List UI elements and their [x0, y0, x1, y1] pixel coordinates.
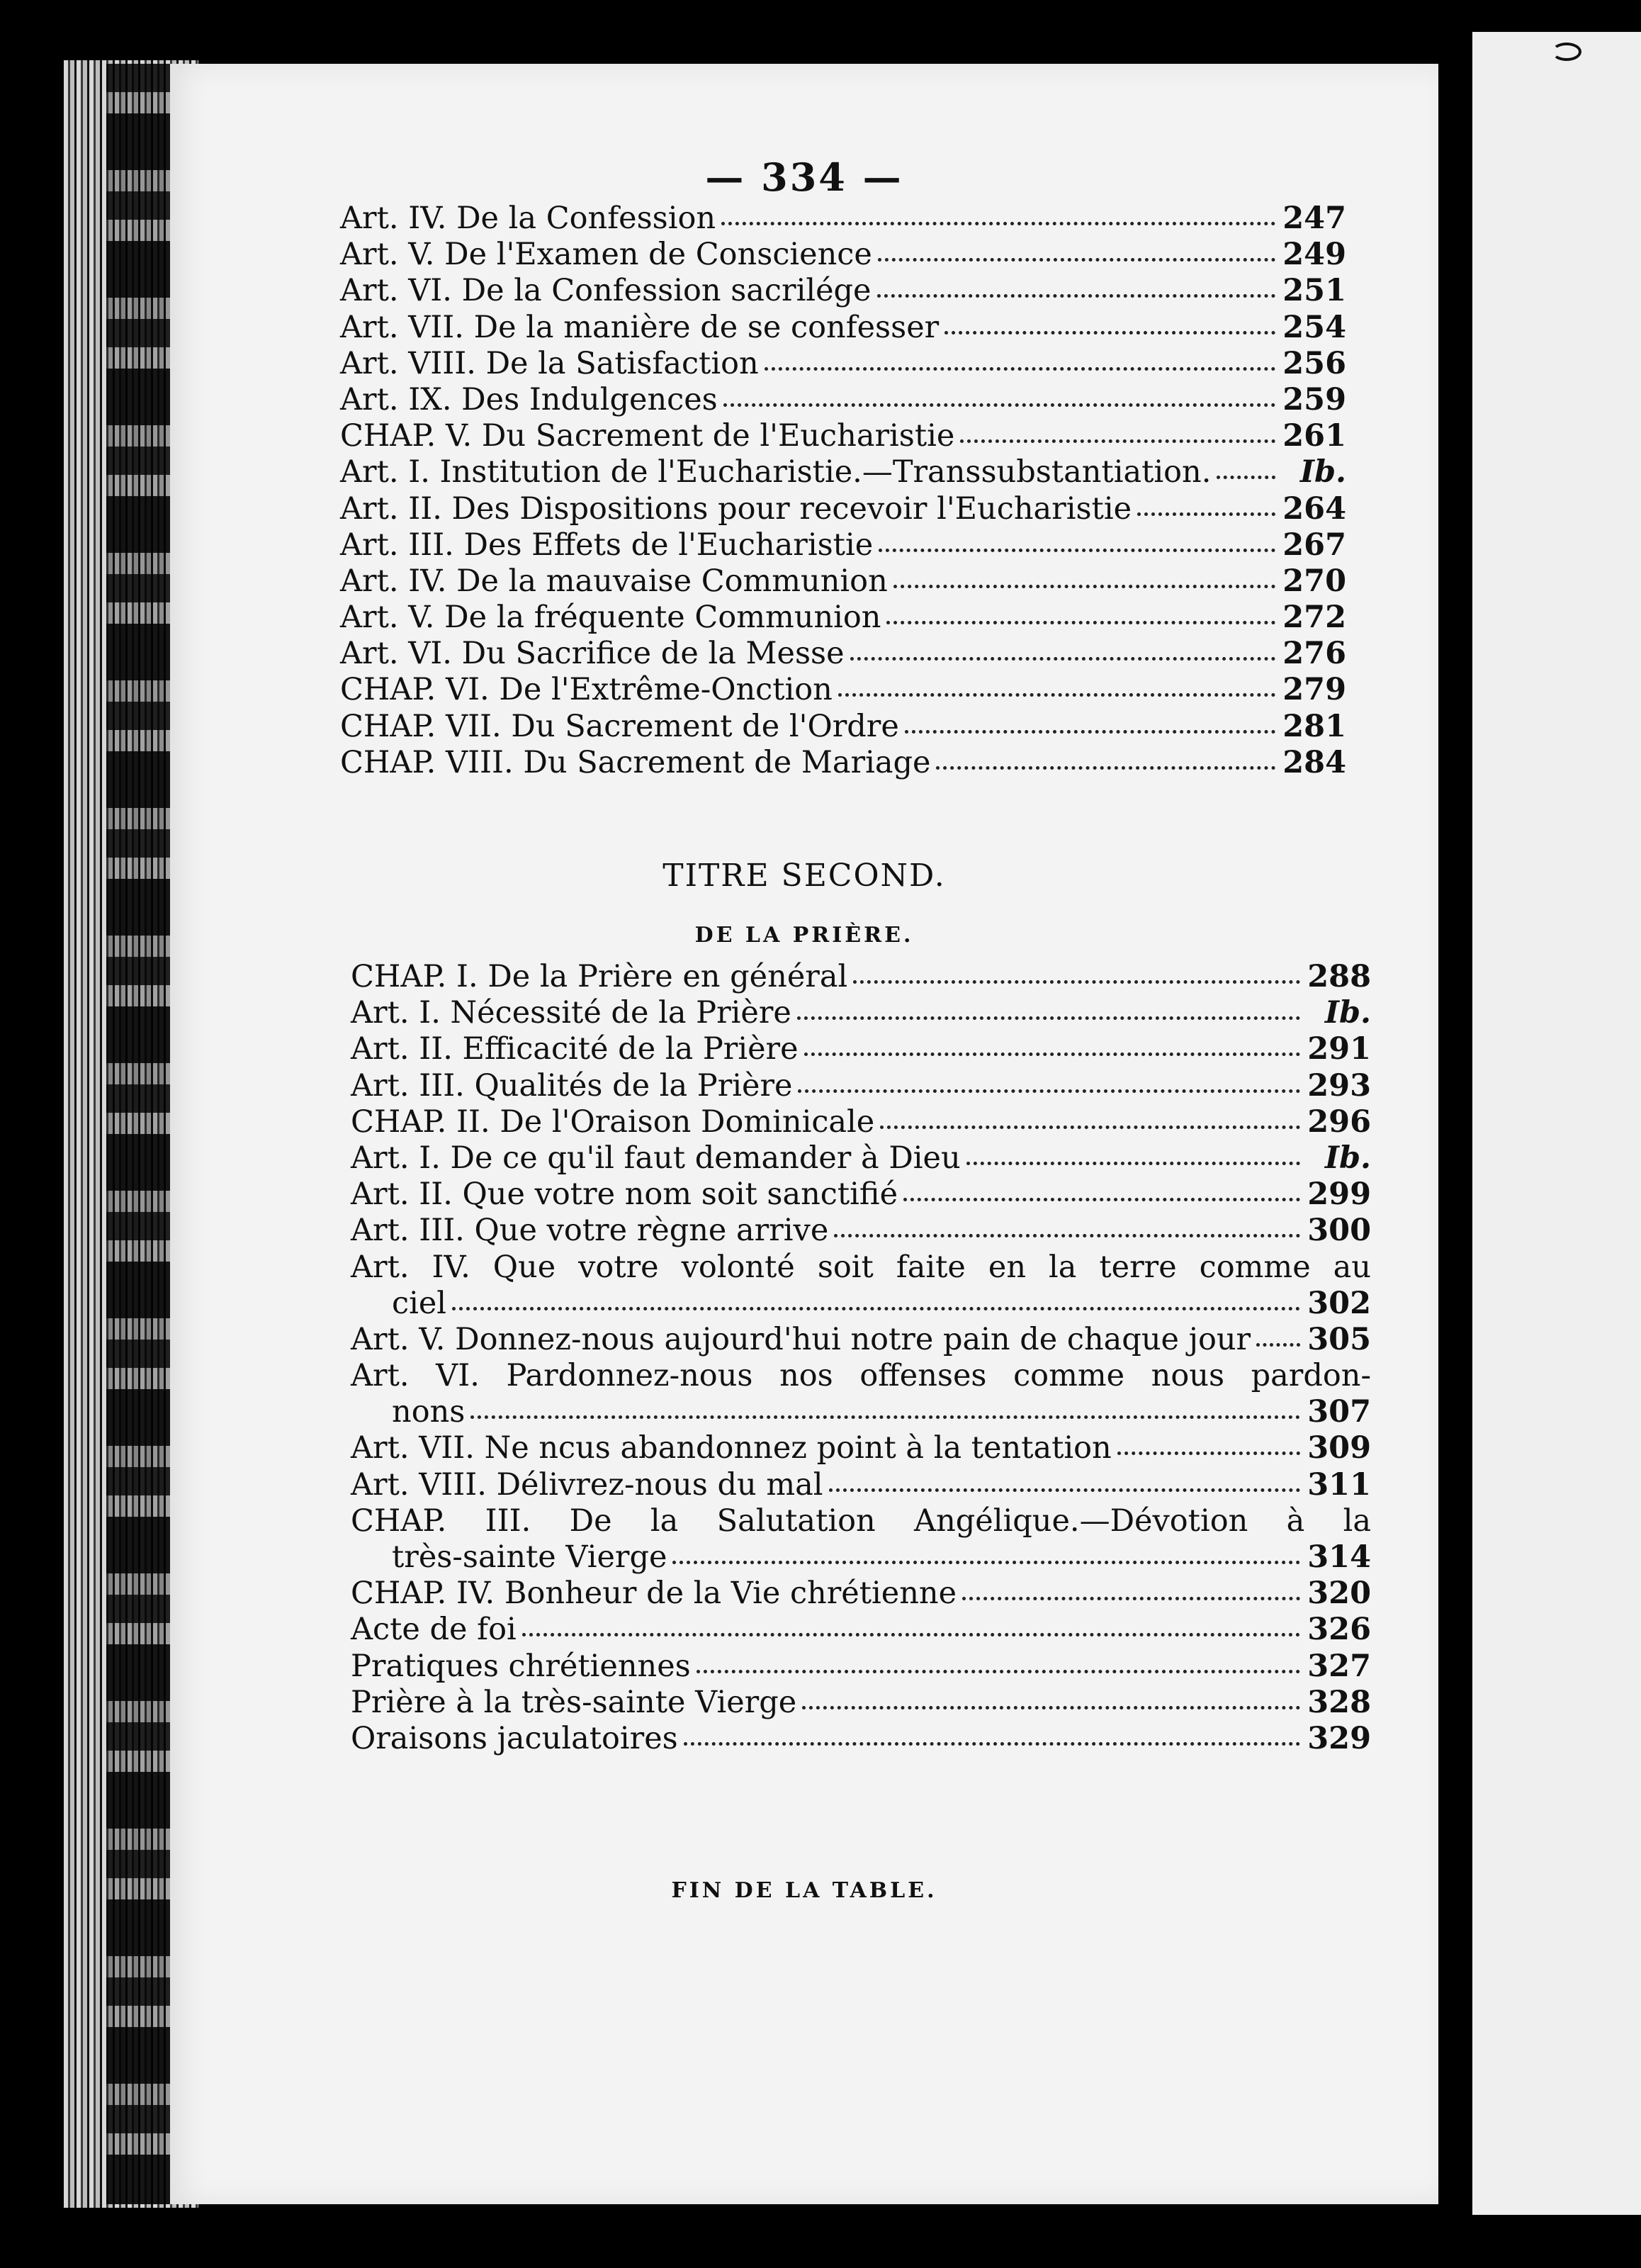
toc-page-number: 326: [1307, 1612, 1371, 1648]
toc-entry-label: Art. VI. De la Confession sacrilége: [340, 273, 872, 309]
toc-entry-label: CHAP. VII. Du Sacrement de l'Ordre: [340, 708, 899, 744]
toc-entry-label: CHAP. VI. De l'Extrême-Onction: [340, 672, 833, 708]
toc-entry-label: Art. IV. De la mauvaise Communion: [340, 563, 888, 599]
toc-entry: [340, 708, 1346, 744]
toc-page-number: 291: [1307, 1031, 1371, 1067]
dot-leader: [829, 1488, 1300, 1492]
toc-page-number: Ib.: [1324, 1140, 1371, 1176]
dot-leader: [804, 1052, 1300, 1056]
toc-entry: [351, 1684, 1371, 1720]
toc-entry: [340, 236, 1346, 272]
toc-entry: [351, 958, 1371, 994]
toc-entry: [351, 1611, 1371, 1647]
dot-leader: [960, 439, 1275, 443]
dot-leader: [697, 1670, 1300, 1673]
toc-entry-label: CHAP. III. De la Salutation Angélique.—Dévotion à la: [351, 1503, 1371, 1539]
toc-page-number: 300: [1307, 1213, 1371, 1249]
toc-entry: [351, 1140, 1371, 1176]
toc-page-number: 309: [1307, 1430, 1371, 1466]
toc-entry-label: CHAP. II. De l'Oraison Dominicale: [351, 1104, 875, 1140]
toc-page-number: 279: [1282, 672, 1346, 708]
dot-leader: [1117, 1452, 1300, 1455]
dot-leader: [452, 1307, 1300, 1310]
toc-entry: [351, 1212, 1371, 1248]
dot-leader: [672, 1561, 1300, 1564]
toc-entry-continuation: nons: [392, 1394, 466, 1430]
toc-entry: [351, 1176, 1371, 1212]
toc-entry-label: CHAP. IV. Bonheur de la Vie chrétienne: [351, 1576, 957, 1612]
dot-leader: [1137, 512, 1275, 516]
toc-entry-label: Art. V. Donnez-nous aujourd'hui notre pain de chaque jour: [351, 1321, 1251, 1357]
toc-list-top: [340, 200, 1346, 780]
toc-entry: [340, 272, 1346, 308]
toc-page-number: 272: [1282, 600, 1346, 636]
end-note: FIN DE LA TABLE.: [671, 1878, 937, 1903]
page-number: — 334 —: [705, 155, 903, 200]
toc-entry-label: Art. V. De l'Examen de Conscience: [340, 237, 872, 273]
facing-sheet: [1472, 32, 1641, 2215]
toc-entry: [351, 1466, 1371, 1503]
dot-leader: [893, 585, 1275, 588]
dot-leader: [962, 1597, 1300, 1600]
sheet-mark: [1552, 43, 1581, 61]
toc-page-number: 302: [1307, 1285, 1371, 1321]
toc-entry: [351, 1720, 1371, 1756]
toc-entry: [351, 1539, 1371, 1575]
toc-entry: [351, 1430, 1371, 1466]
toc-entry: [351, 1575, 1371, 1611]
toc-page-number: 296: [1307, 1104, 1371, 1140]
toc-entry-label: Art. VII. Ne ncus abandonnez point à la tentation: [351, 1430, 1112, 1466]
dot-leader: [1217, 476, 1275, 479]
toc-entry: [340, 599, 1346, 635]
dot-leader: [903, 1198, 1300, 1201]
dot-leader: [834, 1234, 1300, 1237]
dot-leader: [1256, 1343, 1300, 1347]
toc-entry-label: Art. VI. Du Sacrifice de la Messe: [340, 636, 845, 672]
toc-entry: [351, 1285, 1371, 1321]
dot-leader: [684, 1742, 1300, 1746]
dot-leader: [721, 222, 1275, 225]
dot-leader: [880, 1125, 1300, 1129]
toc-entry-label: Art. I. Institution de l'Eucharistie.—Transsubstantiation.: [340, 454, 1212, 490]
toc-page-number: 299: [1307, 1177, 1371, 1213]
toc-entry: [351, 1648, 1371, 1684]
toc-page-number: 327: [1307, 1648, 1371, 1684]
toc-entry-continuation: ciel: [392, 1285, 447, 1321]
toc-entry: [340, 381, 1346, 417]
toc-entry-label: Art. II. Que votre nom soit sanctifié: [351, 1177, 898, 1213]
toc-entry: [340, 454, 1346, 490]
section-subtitle: DE LA PRIÈRE.: [694, 923, 914, 948]
dot-leader: [944, 331, 1275, 335]
toc-entry-label: Art. II. Efficacité de la Prière: [351, 1031, 799, 1067]
dot-leader: [797, 1016, 1300, 1020]
toc-entry: [340, 309, 1346, 345]
toc-entry: [351, 1393, 1371, 1430]
toc-entry: [340, 635, 1346, 671]
toc-page-number: 288: [1307, 959, 1371, 994]
dot-leader: [850, 657, 1275, 661]
toc-page-number: 259: [1282, 381, 1346, 417]
toc-entry: [351, 994, 1371, 1031]
dot-leader: [522, 1633, 1300, 1637]
dot-leader: [802, 1706, 1300, 1710]
toc-entry: [351, 1067, 1371, 1104]
toc-page-number: 261: [1282, 418, 1346, 454]
toc-entry: [340, 744, 1346, 780]
toc-entry-label: Prière à la très-sainte Vierge: [351, 1684, 797, 1720]
toc-entry-label: Art. IV. De la Confession: [340, 201, 716, 236]
toc-entry-label: CHAP. V. Du Sacrement de l'Eucharistie: [340, 418, 955, 454]
toc-page-number: 281: [1282, 708, 1346, 744]
toc-page-number: 254: [1282, 309, 1346, 345]
dot-leader: [905, 730, 1275, 734]
toc-entry-label: Art. VIII. De la Satisfaction: [340, 345, 759, 381]
toc-entry-label: Art. VII. De la manière de se confesser: [340, 309, 940, 345]
toc-entry-label: Oraisons jaculatoires: [351, 1720, 678, 1756]
toc-entry: [340, 671, 1346, 707]
toc-page-number: 276: [1282, 636, 1346, 672]
toc-entry: [351, 1321, 1371, 1357]
toc-page-number: 284: [1282, 744, 1346, 780]
dot-leader: [877, 294, 1276, 298]
toc-page-number: 264: [1282, 490, 1346, 527]
toc-entry-line: [351, 1249, 1371, 1285]
toc-entry: [340, 527, 1346, 563]
toc-entry: [351, 1031, 1371, 1067]
toc-entry-label: Art. VI. Pardonnez-nous nos offenses comme nous pardon-: [351, 1358, 1371, 1394]
toc-page-number: 329: [1307, 1720, 1371, 1756]
toc-entry-line: [351, 1503, 1371, 1539]
toc-entry: [340, 490, 1346, 527]
toc-entry-label: Art. III. Qualités de la Prière: [351, 1067, 793, 1104]
toc-entry-label: Art. IV. Que votre volonté soit faite en la terre comme au: [351, 1249, 1371, 1285]
book-page: [170, 64, 1438, 2204]
toc-page-number: Ib.: [1324, 995, 1371, 1031]
dot-leader: [879, 549, 1275, 552]
toc-page-number: 249: [1282, 237, 1346, 273]
toc-entry-line: [351, 1357, 1371, 1393]
toc-entry-label: Art. III. Des Effets de l'Eucharistie: [340, 527, 874, 563]
dot-leader: [723, 403, 1275, 407]
toc-entry-label: CHAP. VIII. Du Sacrement de Mariage: [340, 744, 931, 780]
toc-page-number: 267: [1282, 527, 1346, 563]
toc-page-number: 328: [1307, 1684, 1371, 1720]
toc-page-number: 256: [1282, 345, 1346, 381]
toc-entry-label: Art. IX. Des Indulgences: [340, 381, 718, 417]
toc-page-number: 247: [1282, 201, 1346, 236]
toc-page-number: 314: [1307, 1539, 1371, 1575]
toc-entry-label: Art. I. Nécessité de la Prière: [351, 995, 791, 1031]
dot-leader: [765, 367, 1275, 371]
toc-list-bottom: [351, 958, 1371, 1756]
toc-entry: [340, 345, 1346, 381]
toc-page-number: 270: [1282, 563, 1346, 599]
toc-page-number: 307: [1307, 1394, 1371, 1430]
toc-page-number: 293: [1307, 1067, 1371, 1104]
section-title: TITRE SECOND.: [662, 858, 946, 894]
toc-entry-label: Art. II. Des Dispositions pour recevoir l'Eucharistie: [340, 490, 1132, 527]
toc-entry-label: Acte de foi: [351, 1612, 517, 1648]
dot-leader: [470, 1415, 1300, 1419]
dot-leader: [853, 980, 1300, 984]
toc-entry-label: Art. VIII. Délivrez-nous du mal: [351, 1466, 823, 1503]
toc-entry: [340, 200, 1346, 236]
toc-entry-label: Art. I. De ce qu'il faut demander à Dieu: [351, 1140, 961, 1176]
dot-leader: [966, 1162, 1300, 1165]
toc-entry-label: Pratiques chrétiennes: [351, 1648, 691, 1684]
toc-page-number: 305: [1307, 1321, 1371, 1357]
toc-entry-continuation: très-sainte Vierge: [392, 1539, 667, 1575]
toc-entry-label: CHAP. I. De la Prière en général: [351, 959, 848, 994]
toc-entry-label: Art. V. De la fréquente Communion: [340, 600, 881, 636]
toc-entry: [340, 417, 1346, 454]
toc-entry: [340, 563, 1346, 599]
toc-entry: [351, 1104, 1371, 1140]
dot-leader: [838, 693, 1275, 697]
dot-leader: [936, 766, 1275, 770]
dot-leader: [798, 1089, 1300, 1093]
toc-page-number: 311: [1307, 1466, 1371, 1503]
toc-entry-label: Art. III. Que votre règne arrive: [351, 1213, 829, 1249]
toc-page-number: Ib.: [1299, 454, 1346, 490]
dot-leader: [878, 258, 1275, 262]
toc-page-number: 251: [1282, 273, 1346, 309]
toc-page-number: 320: [1307, 1576, 1371, 1612]
dot-leader: [886, 621, 1275, 624]
